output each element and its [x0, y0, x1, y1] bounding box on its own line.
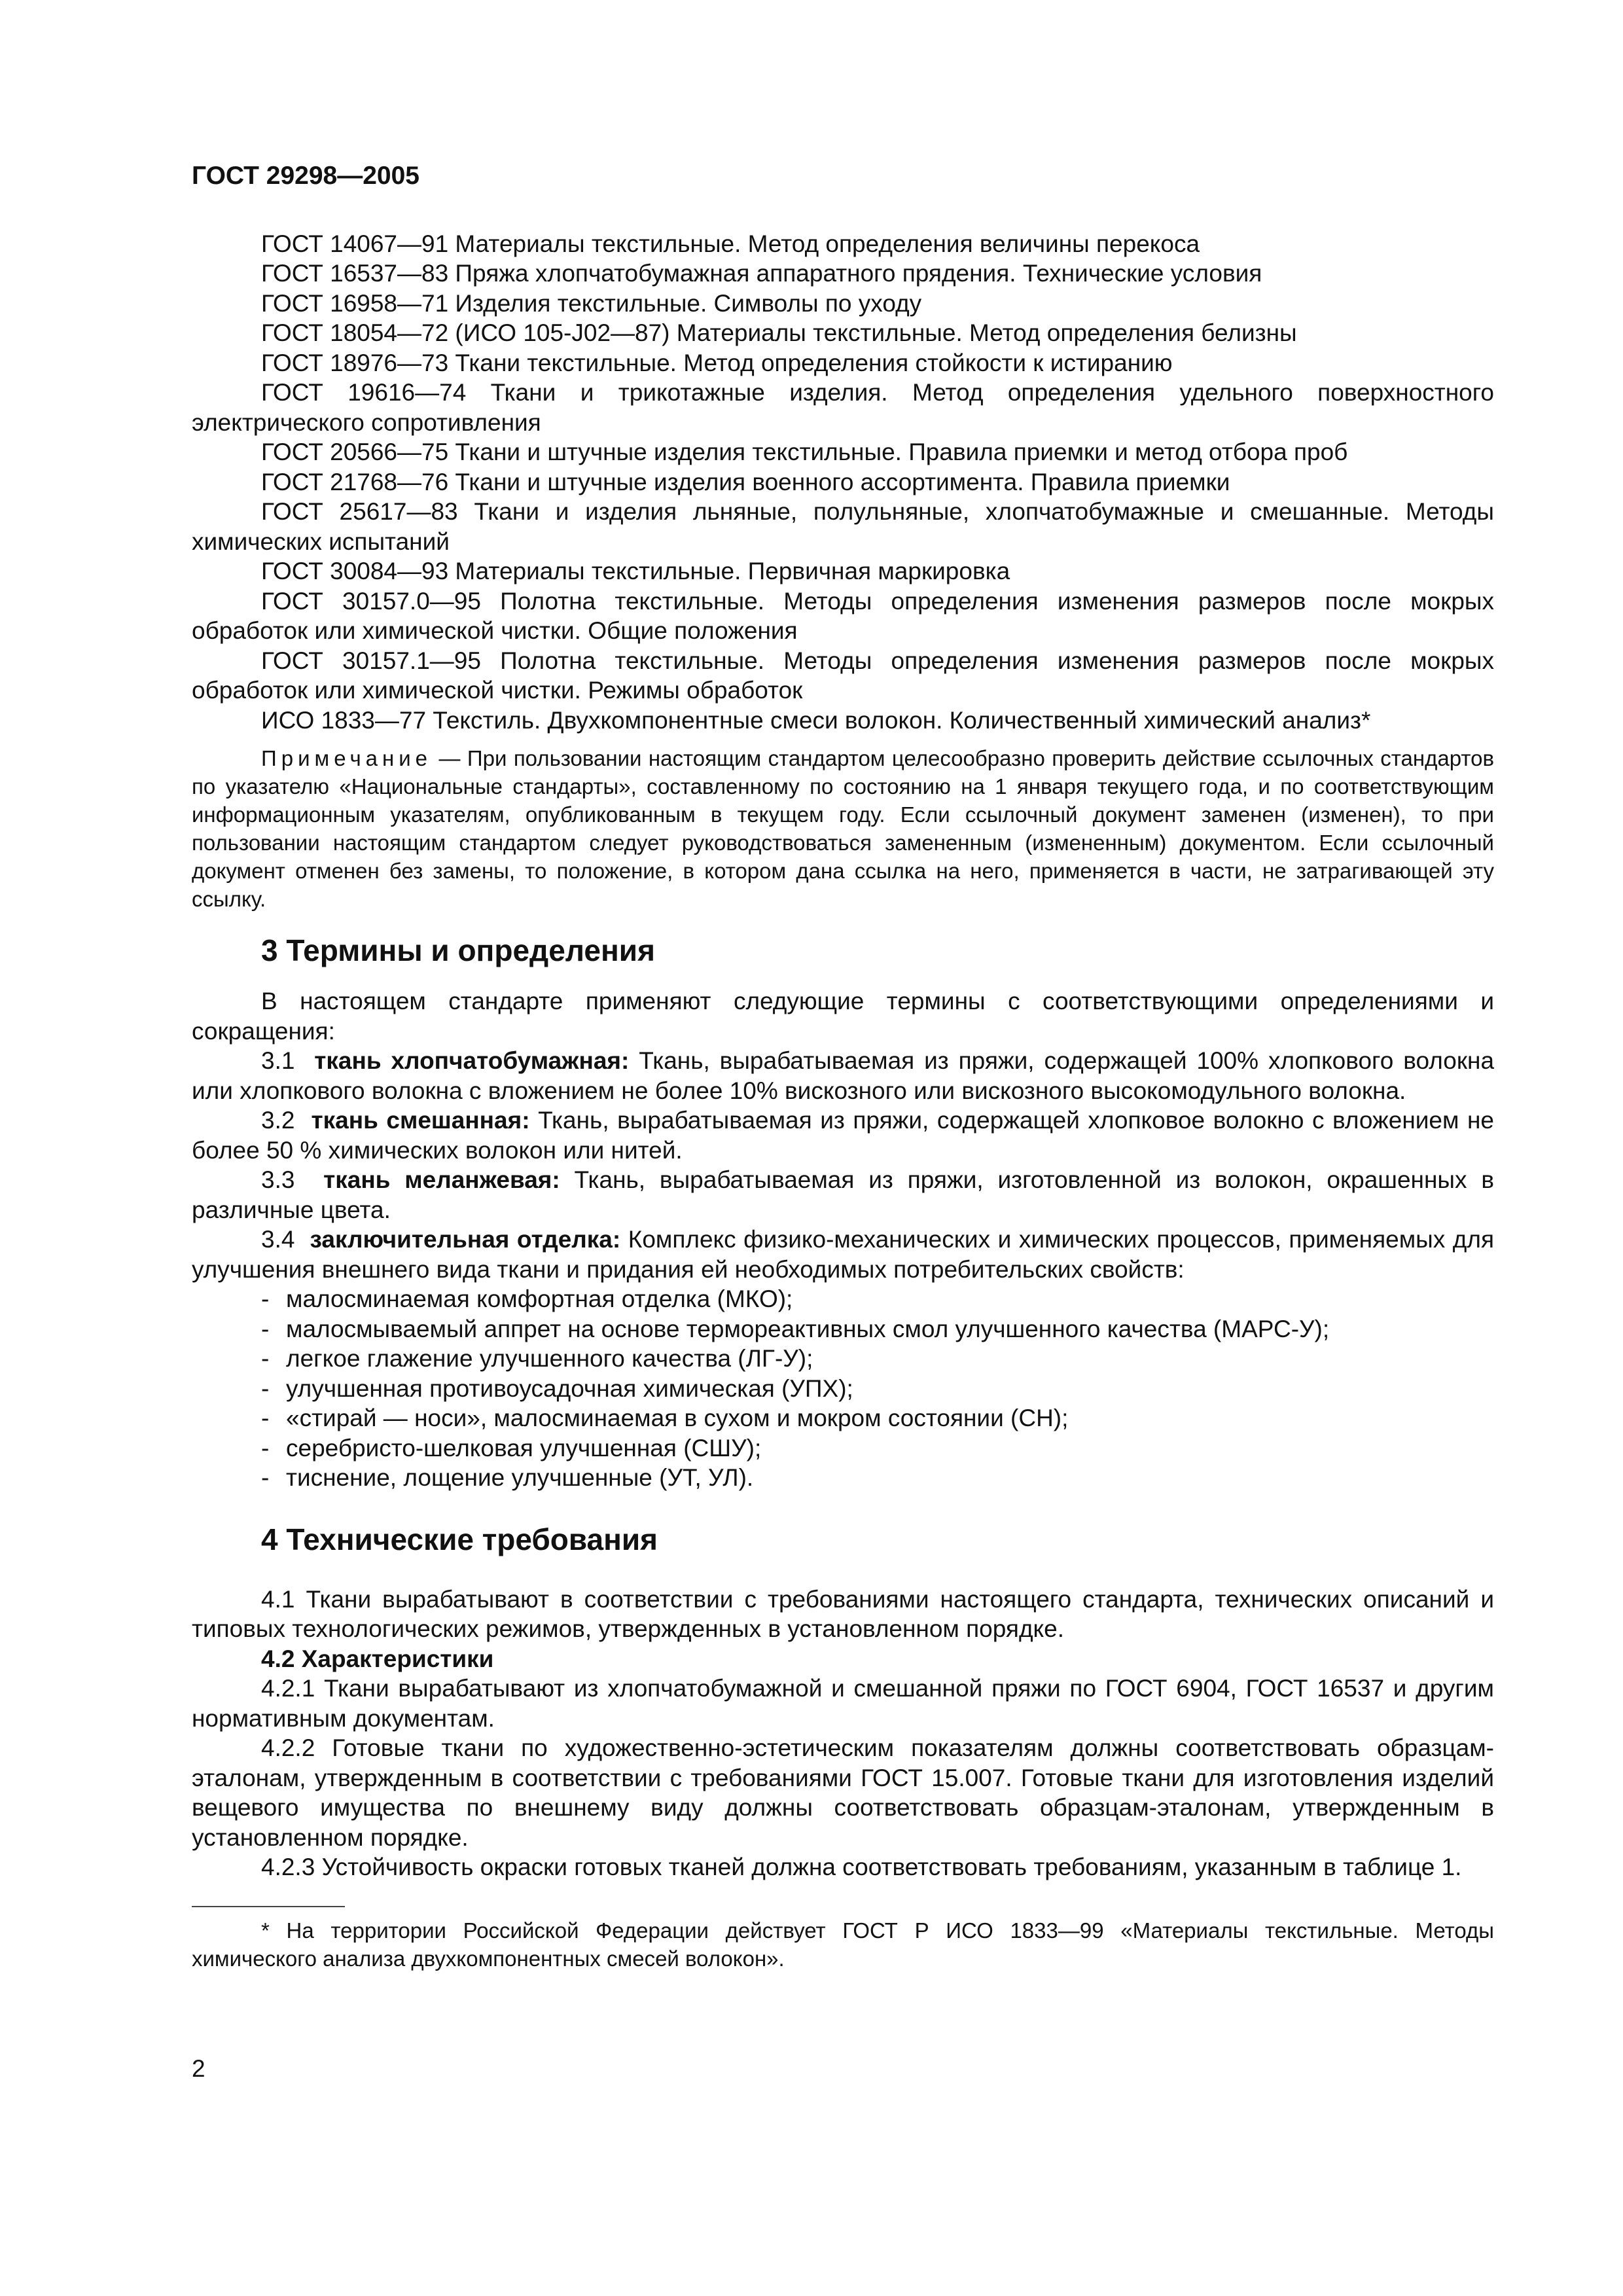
finish-item: - тиснение, лощение улучшенные (УТ, УЛ).: [261, 1464, 754, 1491]
clause-4-2-3: 4.2.3 Устойчивость окраски готовых тканей должна соответствовать требованиям, указанным в таблице 1.: [261, 1854, 1462, 1880]
reference-item: ГОСТ 25617—83 Ткани и изделия льняные, полульняные, хлопчатобумажные и смешанные. Методы химических испытаний: [192, 498, 1494, 555]
finish-item: - малосмываемый аппрет на основе термореактивных смол улучшенного качества (МАРС-У);: [261, 1315, 1330, 1342]
section-3-intro: В настоящем стандарте применяют следующие термины с соответствующими определениями и сокращения:: [192, 988, 1494, 1045]
finish-text: тиснение, лощение улучшенные (УТ, УЛ).: [286, 1464, 754, 1491]
reference-item: ГОСТ 30084—93 Материалы текстильные. Первичная маркировка: [261, 558, 1010, 584]
note-label: Примечание: [261, 746, 433, 770]
term-number: 3.1: [261, 1047, 295, 1074]
document-code-header: ГОСТ 29298—2005: [192, 162, 419, 190]
term-name: ткань хлопчатобумажная:: [314, 1047, 630, 1074]
clause-4-2-1: 4.2.1 Ткани вырабатывают из хлопчатобумажной и смешанной пряжи по ГОСТ 6904, ГОСТ 16537 и другим нормативным документам.: [192, 1675, 1494, 1732]
reference-item: ГОСТ 18054—72 (ИСО 105-J02—87) Материалы текстильные. Метод определения белизны: [261, 319, 1297, 346]
finish-item: - серебристо-шелковая улучшенная (СШУ);: [261, 1434, 762, 1462]
page-content: [192, 161, 1494, 1973]
normative-references-list: [192, 229, 1494, 736]
term-number: 3.3: [261, 1166, 295, 1193]
term-text: Комплекс физико-механических и химических процессов, применяемых для улучшения внешнего вида ткани и придания ей необходимых потребительских свойств:: [192, 1226, 1495, 1283]
finish-item: - малосминаемая комфортная отделка (МКО);: [261, 1285, 793, 1312]
finish-item: - «стирай — носи», малосминаемая в сухом и мокром состоянии (СН);: [261, 1405, 1069, 1431]
reference-item: ИСО 1833—77 Текстиль. Двухкомпонентные смеси волокон. Количественный химический анализ*: [261, 706, 1371, 734]
finishes-list: [192, 1284, 1494, 1493]
references-note: [192, 744, 1494, 913]
term-definition: [192, 1105, 1494, 1165]
reference-item: ГОСТ 21768—76 Ткани и штучные изделия военного ассортимента. Правила приемки: [261, 468, 1230, 495]
reference-item: ГОСТ 30157.0—95 Полотна текстильные. Методы определения изменения размеров после мокрых обработок или химической чистки. Общие положения: [192, 587, 1494, 644]
note-text: — При пользовании настоящим стандартом целесообразно проверить действие ссылочных стандартов по указателю «Национальные стандарты», составленному по состоянию на 1 января текущего года, и по соответствующим информационным указателям, опубликованным в текущем году. Если ссылочный документ заменен (изменен), то при пользовании настоящим стандартом следует руководствоваться замененным (измененным) документом. Если ссылочный документ отменен без замены, то положение, в котором дана ссылка на него, применяется в части, не затрагивающей эту ссылку.: [192, 746, 1494, 911]
term-name: ткань смешанная:: [311, 1107, 530, 1134]
term-name: ткань меланжевая:: [323, 1166, 560, 1193]
term-definition: [192, 1225, 1494, 1284]
term-text: Ткань, вырабатываемая из пряжи, содержащей хлопковое волокно с вложением не более 50 % химических волокон или нитей.: [192, 1107, 1495, 1164]
term-number: 3.4: [261, 1226, 295, 1253]
clause-4-1: 4.1 Ткани вырабатывают в соответствии с требованиями настоящего стандарта, технических описаний и типовых технологических режимов, утвержденных в установленном порядке.: [192, 1585, 1494, 1642]
reference-item: ГОСТ 19616—74 Ткани и трикотажные изделия. Метод определения удельного поверхностного электрического сопротивления: [192, 379, 1494, 436]
term-text: Ткань, вырабатываемая из пряжи, содержащей 100% хлопкового волокна или хлопкового волокна с вложением не более 10% вискозного или вискозного высокомодульного волокна.: [192, 1047, 1495, 1104]
reference-item: ГОСТ 20566—75 Ткани и штучные изделия текстильные. Правила приемки и метод отбора проб: [261, 439, 1348, 465]
page-number: 2: [192, 2055, 205, 2082]
reference-item: ГОСТ 16537—83 Пряжа хлопчатобумажная аппаратного прядения. Технические условия: [261, 260, 1262, 287]
term-definition: [192, 1046, 1494, 1105]
term-text: Ткань, вырабатываемая из пряжи, изготовленной из волокон, окрашенных в различные цвета.: [192, 1166, 1495, 1223]
reference-item: ГОСТ 14067—91 Материалы текстильные. Метод определения величины перекоса: [261, 230, 1200, 257]
section-3-title: 3 Термины и определения: [261, 933, 655, 967]
finish-text: малосминаемая комфортная отделка (МКО);: [286, 1285, 793, 1312]
clause-4-2-2: 4.2.2 Готовые ткани по художественно-эстетическим показателям должны соответствовать образцам-эталонам, утвержденным в соответствии с требованиями ГОСТ 15.007. Готовые ткани для изготовления изделий вещевого имущества по внешнему виду должны соответствовать образцам-эталонам, утвержденным в установленном порядке.: [192, 1734, 1494, 1851]
reference-item: ГОСТ 16958—71 Изделия текстильные. Символы по уходу: [261, 289, 922, 317]
section-4-title: 4 Технические требования: [261, 1522, 658, 1556]
reference-item: ГОСТ 30157.1—95 Полотна текстильные. Методы определения изменения размеров после мокрых обработок или химической чистки. Режимы обработок: [192, 647, 1494, 704]
footnote: * На территории Российской Федерации действует ГОСТ Р ИСО 1833—99 «Материалы текстильные. Методы химического анализа двухкомпонентных смесей волокон».: [192, 1918, 1494, 1971]
finish-item: - легкое глажение улучшенного качества (ЛГ-У);: [261, 1345, 813, 1372]
clause-4-2-heading: 4.2 Характеристики: [261, 1645, 494, 1672]
finish-text: «стирай — носи», малосминаемая в сухом и мокром состоянии (СН);: [286, 1405, 1069, 1431]
finish-text: улучшенная противоусадочная химическая (УПХ);: [286, 1374, 853, 1402]
term-number: 3.2: [261, 1107, 295, 1134]
term-name: заключительная отделка:: [310, 1226, 621, 1253]
term-definition: [192, 1165, 1494, 1225]
reference-item: ГОСТ 18976—73 Ткани текстильные. Метод определения стойкости к истиранию: [261, 349, 1173, 376]
footnote-separator: [192, 1906, 345, 1907]
finish-text: малосмываемый аппрет на основе термореактивных смол улучшенного качества (МАРС-У);: [286, 1315, 1330, 1342]
finish-text: легкое глажение улучшенного качества (ЛГ-У);: [286, 1345, 813, 1372]
finish-text: серебристо-шелковая улучшенная (СШУ);: [286, 1434, 762, 1462]
finish-item: - улучшенная противоусадочная химическая (УПХ);: [261, 1374, 853, 1402]
